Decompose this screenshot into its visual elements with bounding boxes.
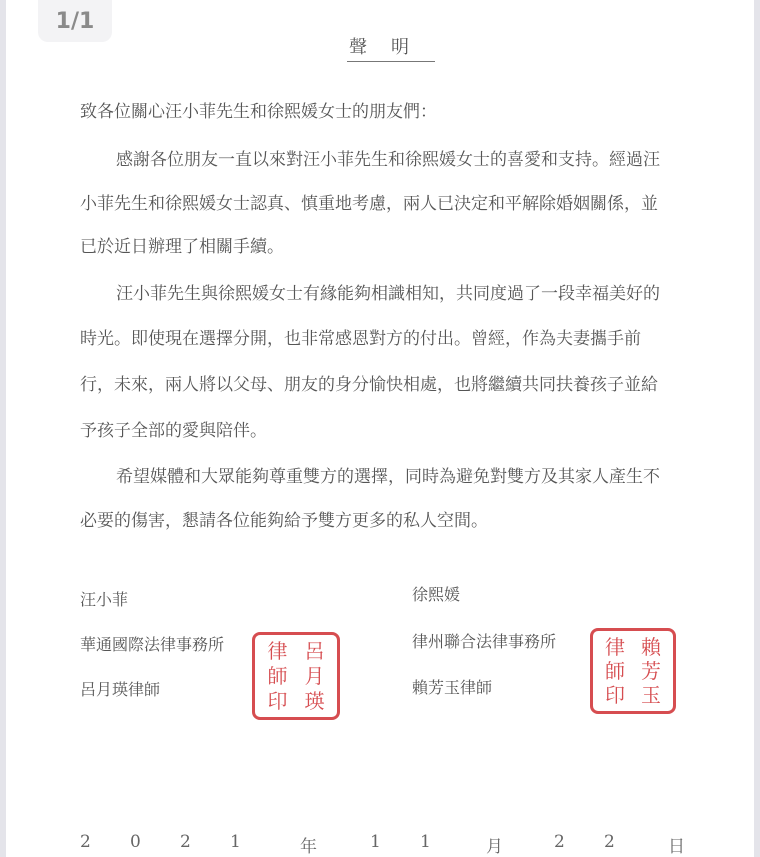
seal-char: 師: [267, 663, 288, 688]
signatory-left-name: 汪小菲: [80, 590, 129, 609]
paragraph-3-line-1: 希望媒體和大眾能夠尊重雙方的選擇，同時為避免對雙方及其家人產生不: [116, 467, 660, 487]
date-day-digit: 2: [554, 832, 565, 852]
paragraph-2-line-1: 汪小菲先生與徐熙媛女士有緣能夠相識相知，共同度過了一段幸福美好的: [116, 284, 660, 304]
paragraph-1-line-3: 已於近日辦理了相關手續。: [80, 237, 284, 257]
signatory-right-lawyer: 賴芳玉律師: [412, 678, 493, 697]
signatory-left-lawyer: 呂月瑛律師: [80, 680, 161, 699]
signatory-right-name: 徐熙媛: [412, 585, 461, 604]
paragraph-2-line-3: 行，未來，兩人將以父母、朋友的身分愉快相處，也將繼續共同扶養孩子並給: [80, 375, 658, 395]
seal-char: 呂: [304, 639, 325, 664]
date-year-digit: 2: [80, 832, 91, 852]
date-year-digit: 0: [130, 832, 141, 852]
seal-char: 賴: [641, 635, 661, 659]
seal-char: 律: [267, 639, 288, 664]
paragraph-2-line-4: 予孩子全部的愛與陪伴。: [80, 421, 267, 441]
date-month-digit: 1: [420, 832, 431, 852]
seal-char: 印: [267, 688, 288, 713]
paragraph-2-line-2: 時光。即使現在選擇分開，也非常感恩對方的付出。曾經，作為夫妻攜手前: [80, 329, 641, 349]
greeting-line: 致各位關心汪小菲先生和徐熙媛女士的朋友們：: [80, 102, 437, 122]
date-year-label: 年: [300, 837, 317, 857]
paragraph-3-line-2: 必要的傷害，懇請各位能夠給予雙方更多的私人空間。: [80, 511, 488, 531]
lawyer-seal-right-icon: [590, 628, 676, 714]
seal-char: 芳: [641, 659, 661, 683]
signatory-left-law-firm: 華通國際法律事務所: [80, 635, 225, 654]
seal-char: 玉: [641, 683, 661, 707]
date-year-digit: 1: [230, 832, 241, 852]
lawyer-seal-left-icon: [252, 632, 340, 720]
seal-char: 瑛: [304, 688, 325, 713]
date-year-digit: 2: [180, 832, 191, 852]
date-day-digit: 2: [604, 832, 615, 852]
document-title-text: 聲明: [347, 33, 435, 62]
date-day-label: 日: [668, 837, 685, 857]
document-date: [70, 832, 700, 856]
seal-char: 印: [605, 683, 625, 707]
document-title: [0, 33, 760, 62]
seal-char: 師: [605, 659, 625, 683]
seal-char: 月: [304, 663, 325, 688]
signatory-right-law-firm: 律州聯合法律事務所: [412, 632, 557, 651]
paragraph-1-line-2: 小菲先生和徐熙媛女士認真、慎重地考慮，兩人已決定和平解除婚姻關係，並: [80, 194, 658, 214]
seal-char: 律: [605, 635, 625, 659]
date-month-digit: 1: [370, 832, 381, 852]
paragraph-1-line-1: 感謝各位朋友一直以來對汪小菲先生和徐熙媛女士的喜愛和支持。經過汪: [116, 150, 660, 170]
date-month-label: 月: [486, 837, 503, 857]
page-counter-text: 1/1: [55, 8, 95, 34]
